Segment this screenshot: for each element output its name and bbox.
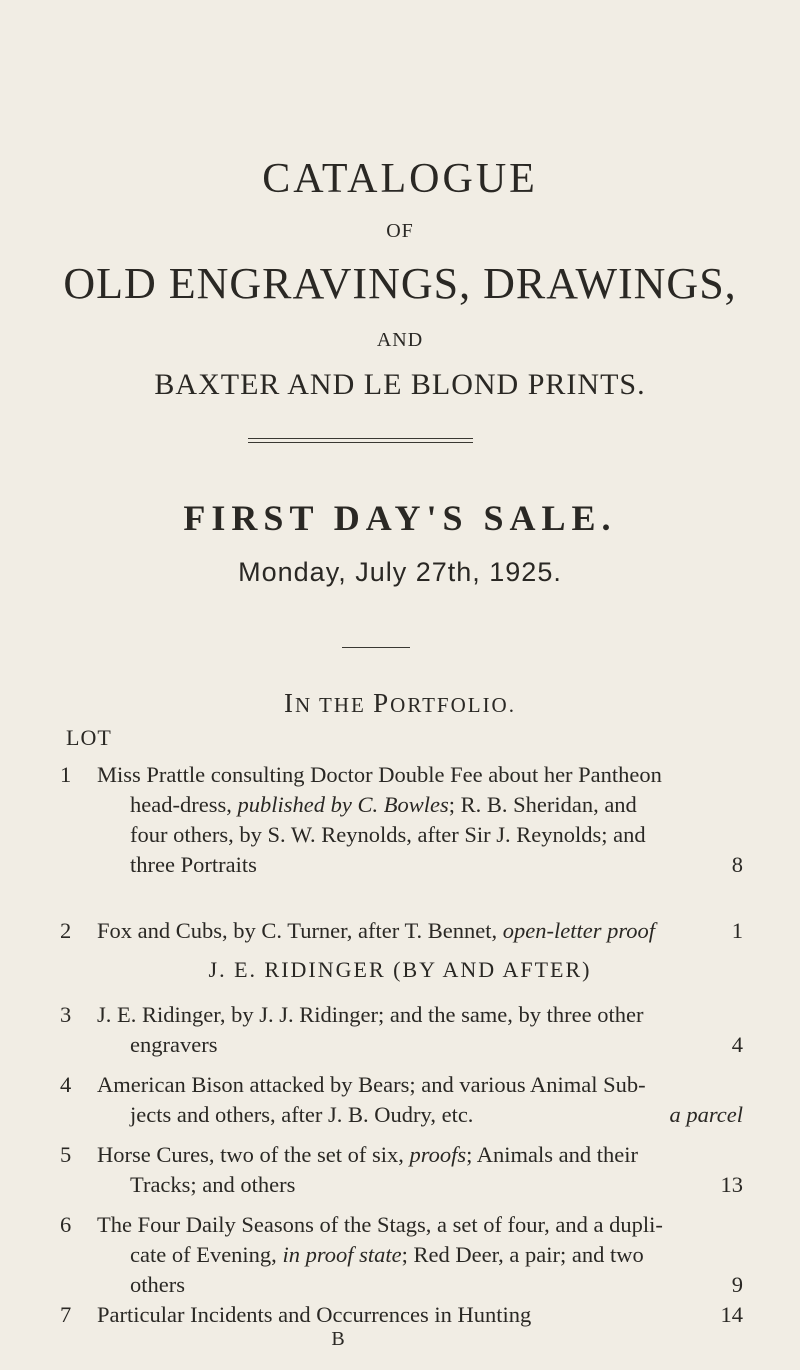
lot-text-line: jects and others, after J. B. Oudry, etc.	[130, 1102, 474, 1127]
sale-date: Monday, July 27th, 1925.	[238, 557, 562, 587]
double-rule-divider	[248, 438, 473, 443]
lot-quantity: 13	[720, 1172, 743, 1197]
lot-text-line: engravers	[130, 1032, 218, 1057]
of-line: OF	[386, 220, 414, 242]
lot-text-line: head-dress, published by C. Bowles; R. B. Sheridan, and	[130, 792, 637, 817]
lot-quantity: 9	[731, 1272, 743, 1297]
lot-number: 1	[60, 762, 72, 787]
lot-column-heading: LOT	[66, 725, 112, 750]
lot-number: 4	[60, 1072, 72, 1097]
lot-number: 3	[60, 1002, 72, 1027]
lot-text-line: Horse Cures, two of the set of six, proofs; Animals and their	[97, 1142, 638, 1167]
subtitle: BAXTER AND LE BLOND PRINTS.	[154, 368, 646, 401]
lot-text-line: others	[130, 1272, 185, 1297]
lot-number: 2	[60, 918, 72, 943]
lot-text-line: American Bison attacked by Bears; and various Animal Sub-	[97, 1072, 646, 1097]
signature-mark: B	[331, 1328, 345, 1350]
lot-text-line: Particular Incidents and Occurrences in Hunting	[97, 1302, 532, 1327]
lot-text-line: Miss Prattle consulting Doctor Double Fee about her Pantheon	[97, 762, 662, 787]
lot-text-line: four others, by S. W. Reynolds, after Sir J. Reynolds; and	[130, 822, 646, 847]
sale-title: FIRST DAY'S SALE.	[183, 498, 617, 538]
lot-number: 6	[60, 1212, 72, 1237]
lot-quantity: 1	[731, 918, 743, 943]
lot-text-line: cate of Evening, in proof state; Red Deer, a pair; and two	[130, 1242, 644, 1267]
lot-text-line: three Portraits	[130, 852, 257, 877]
lot-text-line: Fox and Cubs, by C. Turner, after T. Bennet, open-letter proof	[97, 918, 656, 943]
section-heading-portfolio: IN THE PORTFOLIO.	[284, 688, 516, 718]
lot-text-line: The Four Daily Seasons of the Stags, a set of four, and a dupli-	[97, 1212, 663, 1237]
lot-quantity: a parcel	[669, 1102, 743, 1127]
lot-quantity: 8	[731, 852, 743, 877]
lot-number: 5	[60, 1142, 72, 1167]
lot-number: 7	[60, 1302, 72, 1327]
lot-quantity: 4	[731, 1032, 743, 1057]
and-line: AND	[376, 329, 424, 351]
short-rule-divider	[342, 647, 410, 648]
catalogue-title: CATALOGUE	[262, 156, 538, 202]
main-title: OLD ENGRAVINGS, DRAWINGS,	[63, 259, 737, 308]
lot-text-line: Tracks; and others	[130, 1172, 296, 1197]
lot-quantity: 14	[720, 1302, 743, 1327]
section-heading-ridinger: J. E. RIDINGER (BY AND AFTER)	[208, 957, 592, 982]
lot-text-line: J. E. Ridinger, by J. J. Ridinger; and the same, by three other	[97, 1002, 644, 1027]
